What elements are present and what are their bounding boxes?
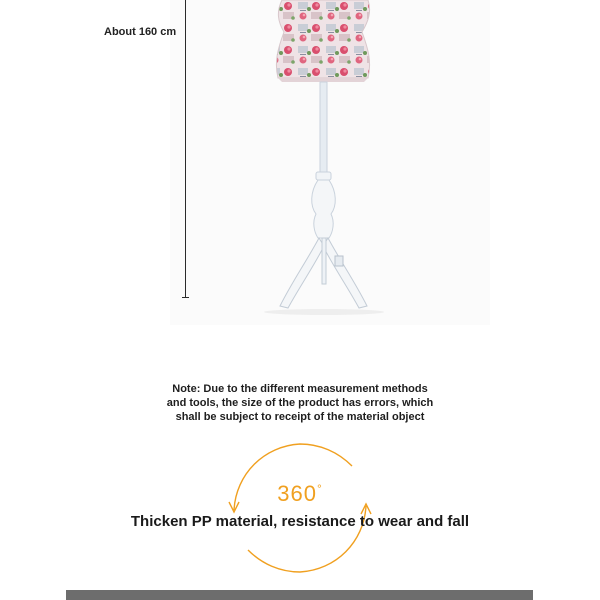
rotation-degree-label <box>0 481 600 507</box>
note-line: shall be subject to receipt of the material object <box>175 411 425 423</box>
bottom-divider-bar <box>66 590 533 600</box>
rotation-unit: ° <box>316 481 323 496</box>
rotation-value: 360 <box>277 481 317 506</box>
measurement-note <box>120 382 480 424</box>
rotation-circle-icon <box>220 438 380 578</box>
height-label: About 160 cm <box>104 26 177 38</box>
feature-description: Thicken PP material, resistance to wear and fall <box>130 513 470 530</box>
note-line: Note: Due to the different measurement methods <box>172 383 428 395</box>
mannequin-image <box>240 0 440 330</box>
height-measure-tick <box>182 297 189 298</box>
height-measure-line <box>185 0 186 298</box>
note-line: and tools, the size of the product has errors, which <box>166 397 434 409</box>
